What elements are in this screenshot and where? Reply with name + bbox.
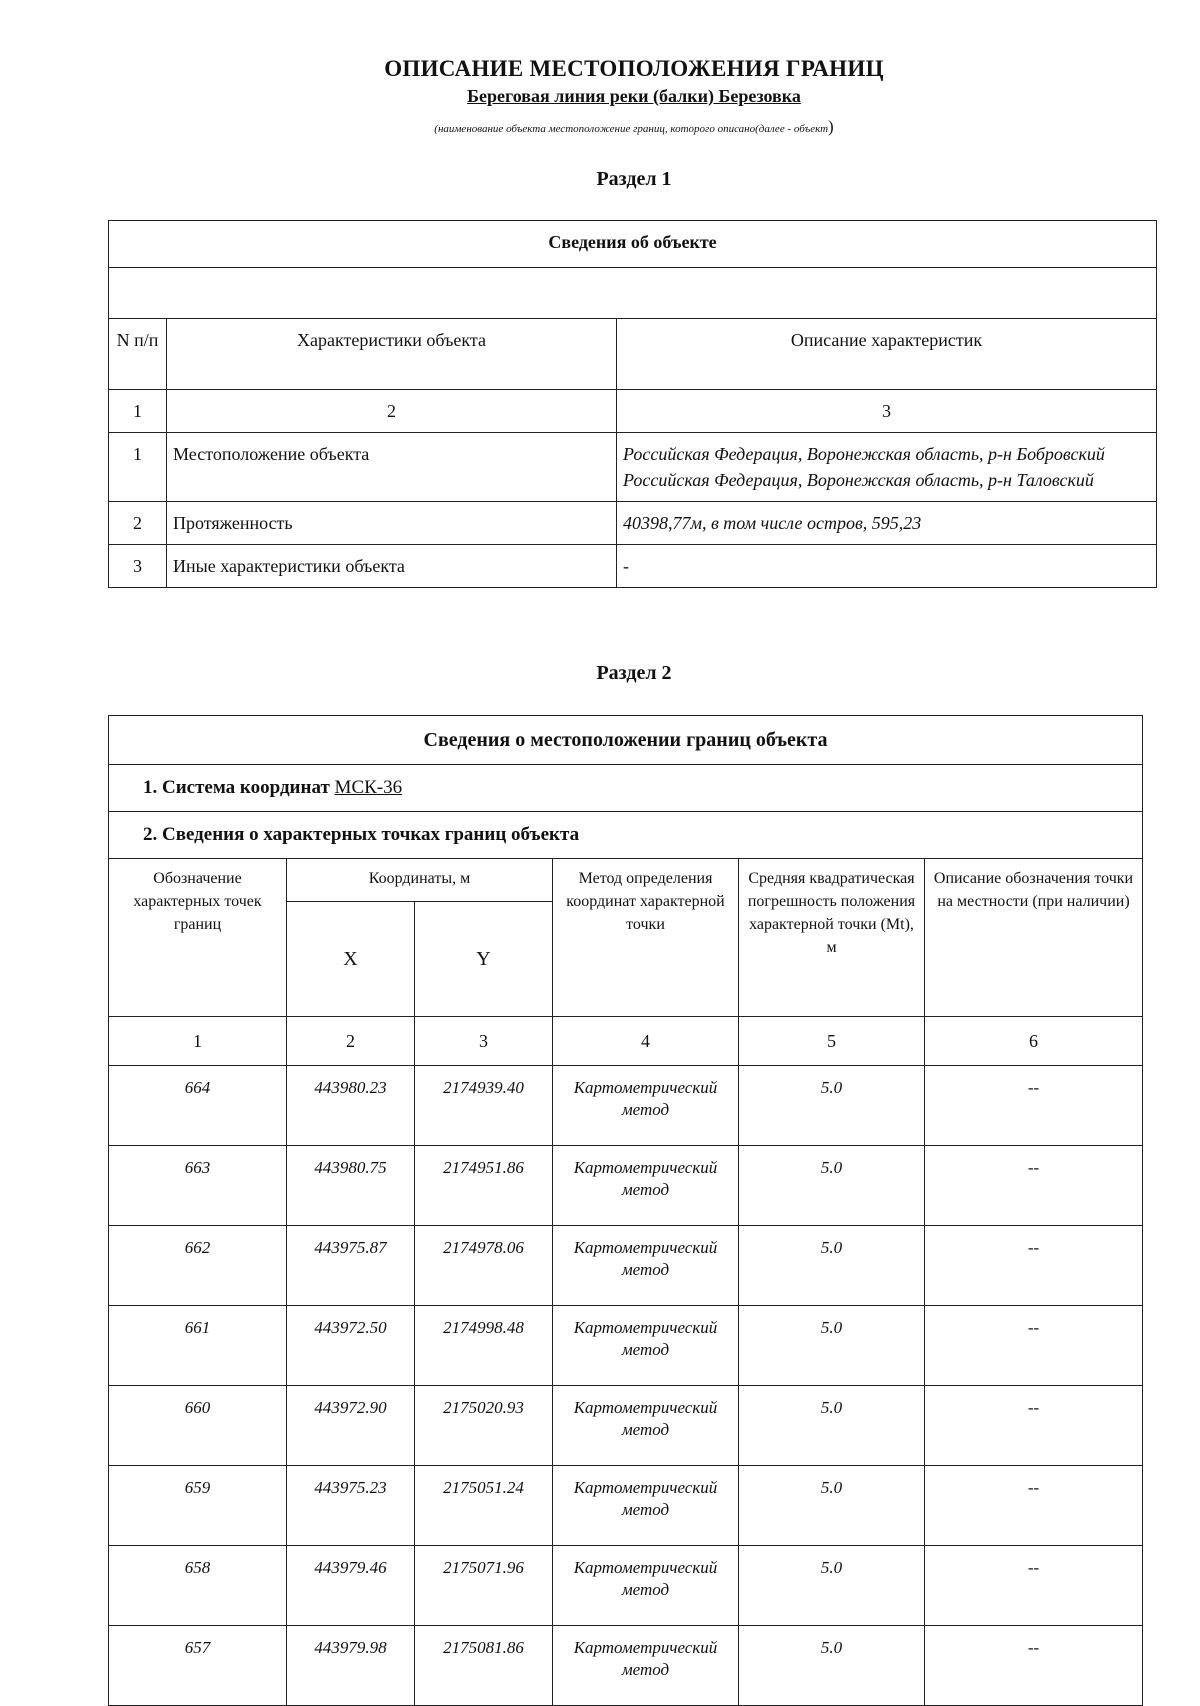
point-y: 2175081.86 [415,1626,553,1706]
table-header-row [109,221,1157,268]
boundary-points-table [108,715,1143,1706]
col-header-coords: Координаты, м [287,859,553,902]
column-number-row [109,390,1157,433]
col-number: 2 [167,390,617,433]
point-y: 2175071.96 [415,1546,553,1626]
characteristic-value: - [617,545,1157,588]
point-error: 5.0 [739,1626,925,1706]
point-method: Картометрический метод [553,1626,739,1706]
table-row [109,1386,1143,1466]
point-method: Картометрический метод [553,1546,739,1626]
point-method: Картометрический метод [553,1466,739,1546]
col-number: 1 [109,390,167,433]
col-header-x: X [287,902,415,1017]
point-y: 2174939.40 [415,1066,553,1146]
point-id: 663 [109,1146,287,1226]
point-desc: -- [925,1546,1143,1626]
column-header-row [109,859,1143,902]
point-x: 443975.23 [287,1466,415,1546]
point-x: 443979.98 [287,1626,415,1706]
point-desc: -- [925,1226,1143,1306]
coord-system-label: 1. Система координат [143,777,330,798]
point-method: Картометрический метод [553,1066,739,1146]
table-row [109,1626,1143,1706]
note-close-paren: ) [828,117,834,136]
characteristic-name: Протяженность [167,502,617,545]
col-header-n: N п/п [109,319,167,390]
point-method: Картометрический метод [553,1226,739,1306]
point-id: 662 [109,1226,287,1306]
point-x: 443979.46 [287,1546,415,1626]
point-method: Картометрический метод [553,1306,739,1386]
column-number-row [109,1017,1143,1066]
point-x: 443975.87 [287,1226,415,1306]
col-header-characteristics: Характеристики объекта [167,319,617,390]
point-desc: -- [925,1146,1143,1226]
point-desc: -- [925,1066,1143,1146]
point-desc: -- [925,1626,1143,1706]
point-x: 443972.50 [287,1306,415,1386]
col-header-description: Описание характеристик [617,319,1157,390]
point-desc: -- [925,1306,1143,1386]
point-error: 5.0 [739,1386,925,1466]
table-row [109,1466,1143,1546]
col-number: 2 [287,1017,415,1066]
document-note [0,117,1200,137]
coord-system-cell [109,765,1143,812]
section2-title: Раздел 2 [596,662,672,684]
col-number: 4 [553,1017,739,1066]
col-number: 3 [415,1017,553,1066]
col-number: 3 [617,390,1157,433]
column-header-row [109,319,1157,390]
col-header-desc: Описание обозначения точки на местности (при наличии) [925,859,1143,1017]
table-row [109,433,1157,502]
points-header-row [109,812,1143,859]
col-header-y: Y [415,902,553,1017]
row-number: 3 [109,545,167,588]
col-header-method: Метод определения координат характерной точки [553,859,739,1017]
point-x: 443972.90 [287,1386,415,1466]
point-x: 443980.75 [287,1146,415,1226]
point-y: 2174978.06 [415,1226,553,1306]
point-error: 5.0 [739,1546,925,1626]
table-header-row [109,716,1143,765]
col-number: 5 [739,1017,925,1066]
point-method: Картометрический метод [553,1146,739,1226]
point-error: 5.0 [739,1306,925,1386]
point-error: 5.0 [739,1066,925,1146]
document-title: ОПИСАНИЕ МЕСТОПОЛОЖЕНИЯ ГРАНИЦ [384,56,884,81]
boundary-info-header: Сведения о местоположении границ объекта [109,716,1143,765]
col-header-point: Обозначение характерных точек границ [109,859,287,1017]
point-desc: -- [925,1466,1143,1546]
note-text: (наименование объекта местоположение границ, которого описано(далее - объект [434,123,829,135]
point-id: 661 [109,1306,287,1386]
table-row [109,1306,1143,1386]
point-x: 443980.23 [287,1066,415,1146]
table-row [109,502,1157,545]
document-subtitle [0,86,1200,107]
blank-row [109,268,1157,319]
point-error: 5.0 [739,1146,925,1226]
table-row [109,1146,1143,1226]
characteristic-value: 40398,77м, в том числе остров, 595,23 [617,502,1157,545]
section1-title: Раздел 1 [596,168,672,190]
point-error: 5.0 [739,1466,925,1546]
points-header: 2. Сведения о характерных точках границ объекта [109,812,1143,859]
point-id: 658 [109,1546,287,1626]
object-info-header: Сведения об объекте [109,221,1157,268]
table-row [109,1546,1143,1626]
blank-cell [109,268,1157,319]
point-id: 659 [109,1466,287,1546]
coord-system-row [109,765,1143,812]
col-header-error: Средняя квадратическая погрешность положения характерной точки (Mt), м [739,859,925,1017]
point-method: Картометрический метод [553,1386,739,1466]
point-id: 657 [109,1626,287,1706]
col-number: 6 [925,1017,1143,1066]
characteristic-name: Местоположение объекта [167,433,617,502]
col-number: 1 [109,1017,287,1066]
table-row [109,1226,1143,1306]
point-id: 664 [109,1066,287,1146]
point-desc: -- [925,1386,1143,1466]
object-info-table [108,220,1157,588]
characteristic-value: Российская Федерация, Воронежская область, р-н Бобровский Российская Федерация, Воронежская область, р-н Таловский [617,433,1157,502]
point-y: 2174998.48 [415,1306,553,1386]
row-number: 1 [109,433,167,502]
point-id: 660 [109,1386,287,1466]
point-y: 2174951.86 [415,1146,553,1226]
point-error: 5.0 [739,1226,925,1306]
table-row [109,1066,1143,1146]
characteristic-name: Иные характеристики объекта [167,545,617,588]
coord-system-value: МСК-36 [334,777,403,798]
point-y: 2175051.24 [415,1466,553,1546]
object-name: Береговая линия реки (балки) Березовка [467,86,801,106]
row-number: 2 [109,502,167,545]
point-y: 2175020.93 [415,1386,553,1466]
table-row [109,545,1157,588]
